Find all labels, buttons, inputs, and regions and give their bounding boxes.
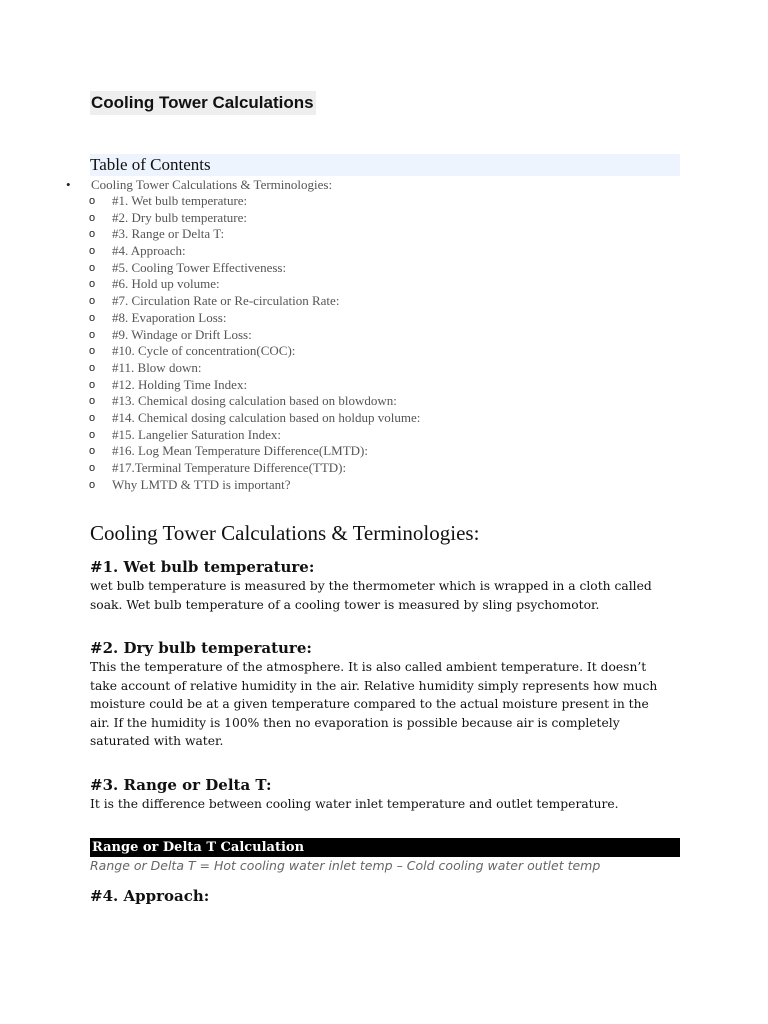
toc-item[interactable] <box>0 393 768 410</box>
toc-sub-list <box>0 193 768 493</box>
toc-item[interactable] <box>0 327 768 344</box>
toc-main-item[interactable] <box>0 176 768 193</box>
range-heading: #3. Range or Delta T: <box>90 776 272 794</box>
toc-item-label: #5. Cooling Tower Effectiveness: <box>112 259 287 275</box>
toc-item-label: #13. Chemical dosing calculation based on blowdown: <box>112 393 397 409</box>
toc-heading: Table of Contents <box>90 154 680 176</box>
range-paragraph <box>90 795 680 814</box>
toc-item-label: #6. Hold up volume: <box>112 276 220 292</box>
list-marker-icon: o <box>89 211 96 224</box>
toc-item[interactable] <box>0 477 768 494</box>
toc-item-label: #11. Blow down: <box>112 359 202 375</box>
list-marker-icon: o <box>89 445 96 458</box>
toc-item[interactable] <box>0 276 768 293</box>
toc-item-label: #2. Dry bulb temperature: <box>112 209 248 225</box>
paragraph-line: take account of relative humidity in the air. Relative humidity simply represents how much <box>90 678 658 693</box>
paragraph-line: saturated with water. <box>90 734 224 748</box>
wet-bulb-paragraph <box>90 577 680 614</box>
approach-heading: #4. Approach: <box>90 887 210 905</box>
table-of-contents <box>0 176 768 493</box>
bullet-icon: • <box>66 177 71 192</box>
toc-item[interactable] <box>0 293 768 310</box>
range-calculation-title-text: Range or Delta T Calculation <box>92 840 305 855</box>
toc-item-label: #3. Range or Delta T: <box>112 226 225 242</box>
list-marker-icon: o <box>89 245 96 258</box>
toc-item[interactable] <box>0 226 768 243</box>
toc-item-label: #15. Langelier Saturation Index: <box>112 426 281 442</box>
toc-item[interactable] <box>0 377 768 394</box>
toc-item[interactable] <box>0 460 768 477</box>
toc-item-label: #4. Approach: <box>112 243 186 259</box>
toc-item-label: #8. Evaporation Loss: <box>112 309 227 325</box>
section-heading: Cooling Tower Calculations & Terminologies: <box>90 521 480 545</box>
dry-bulb-heading: #2. Dry bulb temperature: <box>90 639 312 657</box>
toc-item-label: #10. Cycle of concentration(COC): <box>112 343 296 359</box>
toc-item[interactable] <box>0 210 768 227</box>
toc-item[interactable] <box>0 193 768 210</box>
toc-item-label: #17.Terminal Temperature Difference(TTD): <box>112 460 347 475</box>
paragraph-line: It is the difference between cooling water inlet temperature and outlet temperature. <box>90 797 619 811</box>
list-marker-icon: o <box>89 411 96 424</box>
toc-item[interactable] <box>0 360 768 377</box>
paragraph-line: wet bulb temperature is measured by the thermometer which is wrapped in a cloth called <box>90 579 652 593</box>
list-marker-icon: o <box>89 378 96 391</box>
toc-item-label: #16. Log Mean Temperature Difference(LMTD): <box>112 443 368 459</box>
list-marker-icon: o <box>89 228 96 241</box>
toc-item[interactable] <box>0 410 768 427</box>
list-marker-icon: o <box>89 295 96 308</box>
wet-bulb-heading: #1. Wet bulb temperature: <box>90 558 315 576</box>
list-marker-icon: o <box>89 278 96 291</box>
toc-item[interactable] <box>0 427 768 444</box>
paragraph-line: This the temperature of the atmosphere. It is also called ambient temperature. It doesn’t <box>90 660 647 674</box>
toc-item-label: Why LMTD & TTD is important? <box>112 476 291 492</box>
list-marker-icon: o <box>89 328 96 341</box>
paragraph-line: air. If the humidity is 100% then no evaporation is possible because air is completely <box>90 715 620 730</box>
toc-item-label: #1. Wet bulb temperature: <box>112 193 248 208</box>
toc-item[interactable] <box>0 243 768 260</box>
list-marker-icon: o <box>89 261 96 274</box>
document-title: Cooling Tower Calculations <box>90 91 316 115</box>
dry-bulb-paragraph <box>90 658 680 751</box>
toc-item[interactable] <box>0 343 768 360</box>
list-marker-icon: o <box>89 345 96 358</box>
list-marker-icon: o <box>89 361 96 374</box>
list-marker-icon: o <box>89 195 96 207</box>
list-marker-icon: o <box>89 395 96 408</box>
list-marker-icon: o <box>89 311 96 324</box>
list-marker-icon: o <box>89 478 96 491</box>
paragraph-line: soak. Wet bulb temperature of a cooling tower is measured by sling psychomotor. <box>90 597 600 612</box>
toc-main-item-label: Cooling Tower Calculations & Terminologies: <box>91 177 333 192</box>
toc-item-label: #7. Circulation Rate or Re-circulation Rate: <box>112 293 340 309</box>
toc-item[interactable] <box>0 310 768 327</box>
toc-item[interactable] <box>0 260 768 277</box>
list-marker-icon: o <box>89 462 96 474</box>
toc-item-label: #14. Chemical dosing calculation based on holdup volume: <box>112 409 421 425</box>
toc-item[interactable] <box>0 443 768 460</box>
toc-item-label: #12. Holding Time Index: <box>112 376 248 392</box>
list-marker-icon: o <box>89 428 96 441</box>
paragraph-line: moisture could be at a given temperature compared to the actual moisture present in the <box>90 697 649 711</box>
toc-item-label: #9. Windage or Drift Loss: <box>112 326 252 342</box>
range-formula: Range or Delta T = Hot cooling water inlet temp – Cold cooling water outlet temp <box>90 858 601 873</box>
range-calculation-title <box>90 838 680 857</box>
